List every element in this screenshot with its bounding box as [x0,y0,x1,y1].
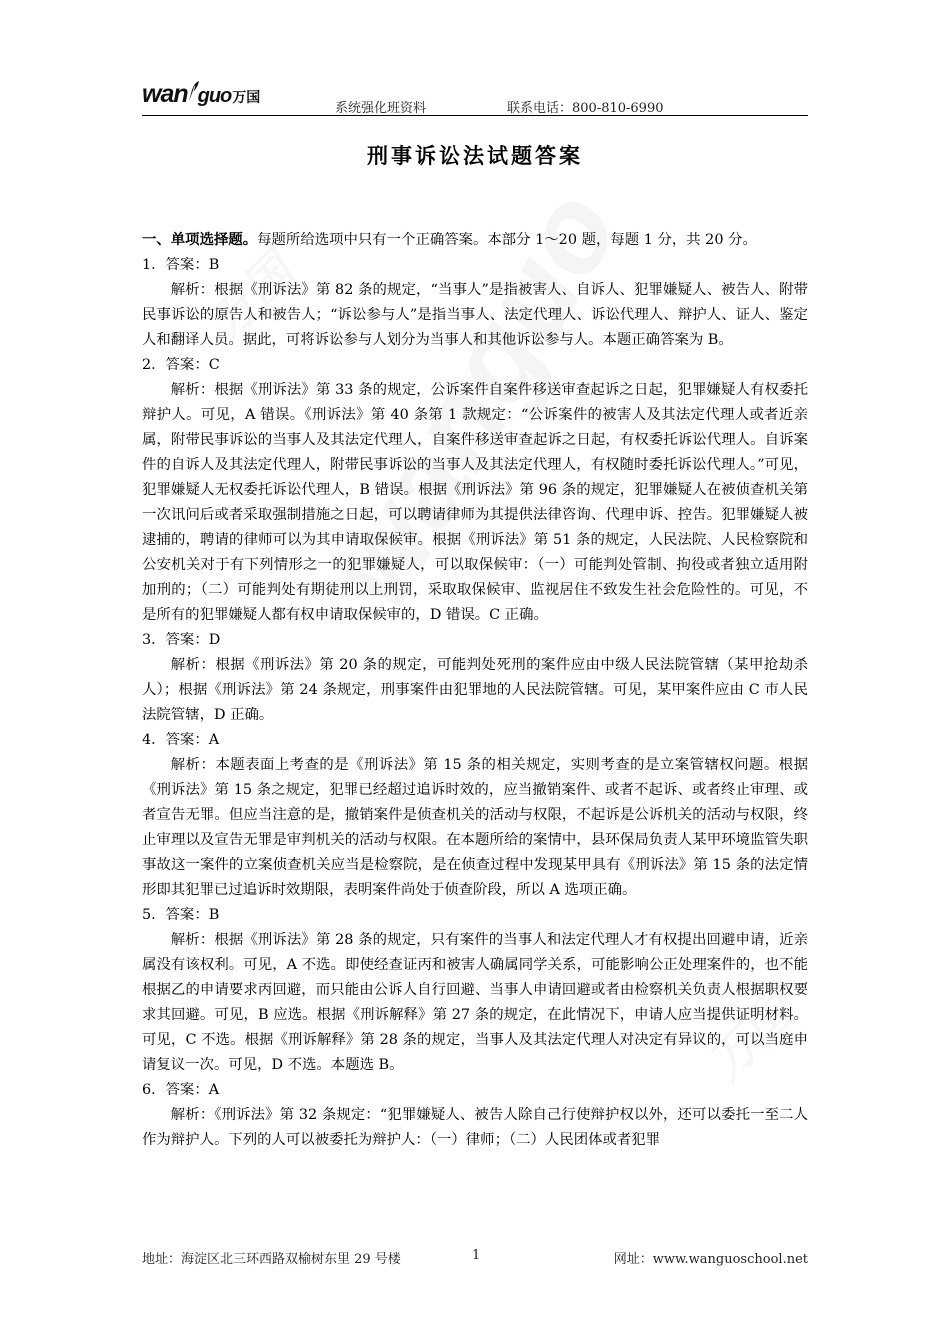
section-instruction: 每题所给选项中只有一个正确答案。本部分 1～20 题，每题 1 分，共 20 分。 [257,232,757,248]
phone-label: 联系电话：800-810-6990 [507,101,664,116]
header-divider [142,115,808,116]
header-info [335,97,664,116]
document-body [142,228,808,1153]
answer-line: 5．答案：B [142,907,220,923]
explanation-paragraph: 解析：根据《刑诉法》第 82 条的规定，“当事人”是指被害人、自诉人、犯罪嫌疑人、被告人、附带民事诉讼的原告人和被告人；“诉讼参与人”是指当事人、法定代理人、诉讼代理人、辩护人、证人、鉴定人和翻译人员。据此，可将诉讼参与人划分为当事人和其他诉讼参与人。本题正确答案为 B。 [142,282,808,348]
explanation-paragraph: 解析：根据《刑诉法》第 20 条的规定，可能判处死刑的案件应由中级人民法院管辖（某甲抢劫杀人）；根据《刑诉法》第 24 条规定，刑事案件由犯罪地的人民法院管辖。可见，某甲案件应由 C 市人民法院管辖，D 正确。 [142,657,808,723]
answer-line: 6．答案：A [142,1082,220,1098]
logo-text-guo: guo [197,85,232,107]
answer-line: 1．答案：B [142,257,220,273]
answer-line: 3．答案：D [142,632,221,648]
course-label: 系统强化班资料 [335,101,427,116]
page-number: 1 [472,1248,481,1263]
footer-website: 网址：www.wanguoschool.net [613,1252,808,1267]
explanation-paragraph: 解析：《刑诉法》第 32 条规定：“犯罪嫌疑人、被告人除自己行使辩护权以外，还可以委托一至二人作为辩护人。下列的人可以被委托为辩护人：（一）律师；（二）人民团体或者犯罪 [142,1107,808,1148]
page-title: 刑事诉讼法试题答案 [367,144,583,168]
section-heading-label: 一、单项选择题。 [142,232,258,248]
wanguo-logo [142,80,260,109]
explanation-paragraph: 解析：根据《刑诉法》第 28 条的规定，只有案件的当事人和法定代理人才有权提出回避申请，近亲属没有该权利。可见，A 不选。即使经查证丙和被害人确属同学关系，可能影响公正处理案件的，也不能根据乙的申请要求丙回避，而只能由公诉人自行回避、当事人申请回避或者由检察机关负责人根据职权要求其回避。可见，B 应选。根据《刑诉解释》第 27 条的规定，在此情况下，申请人应当提供证明材料。可见，C 不选。根据《刑诉解释》第 28 条的规定，当事人及其法定代理人对决定有异议的，可以当庭申请复议一次。可见，D 不选。本题选 B。 [142,932,808,1073]
explanation-paragraph: 解析：本题表面上考查的是《刑诉法》第 15 条的相关规定，实则考查的是立案管辖权问题。根据《刑诉法》第 15 条之规定，犯罪已经超过追诉时效的，应当撤销案件、或者不起诉、或者终止审理、或者宣告无罪。但应当注意的是，撤销案件是侦查机关的活动与权限，不起诉是公诉机关的活动与权限，终止审理以及宣告无罪是审判机关的活动与权限。在本题所给的案情中，县环保局负责人某甲环境监管失职事故这一案件的立案侦查机关应当是检察院，是在侦查过程中发现某甲具有《刑诉法》第 15 条的法定情形即其犯罪已过追诉时效期限，表明案件尚处于侦查阶段，所以 A 选项正确。 [142,757,808,898]
footer-address: 地址：海淀区北三环西路双榆树东里 29 号楼 [142,1252,401,1267]
logo-text-wan: wan [142,80,188,108]
answer-line: 4．答案：A [142,732,220,748]
section-heading [142,228,808,253]
answer-line: 2．答案：C [142,357,220,373]
logo-text-cn: 万国 [232,89,261,105]
explanation-paragraph: 解析：根据《刑诉法》第 33 条的规定，公诉案件自案件移送审查起诉之日起，犯罪嫌疑人有权委托辩护人。可见，A 错误。《刑诉法》第 40 条第 1 款规定：“公诉案件的被害人及其法定代理人或者近亲属，附带民事诉讼的当事人及其法定代理人，自案件移送审查起诉之日起，有权委托诉讼代理人。自诉案件的自诉人及其法定代理人，附带民事诉讼的当事人及其法定代理人，有权随时委托诉讼代理人。”可见，犯罪嫌疑人无权委托诉讼代理人，B 错误。根据《刑诉法》第 96 条的规定，犯罪嫌疑人在被侦查机关第一次讯问后或者采取强制措施之日起，可以聘请律师为其提供法律咨询、代理申诉、控告。犯罪嫌疑人被逮捕的，聘请的律师可以为其申请取保候审。根据《刑诉法》第 51 条的规定，人民法院、人民检察院和公安机关对于有下列情形之一的犯罪嫌疑人，可以取保候审：（一）可能判处管制、拘役或者独立适用附加刑的；（二）可能判处有期徒刑以上刑罚，采取取保候审、监视居住不致发生社会危险性的。可见，不是所有的犯罪嫌疑人都有权申请取保候审的，D 错误。C 正确。 [142,382,808,623]
